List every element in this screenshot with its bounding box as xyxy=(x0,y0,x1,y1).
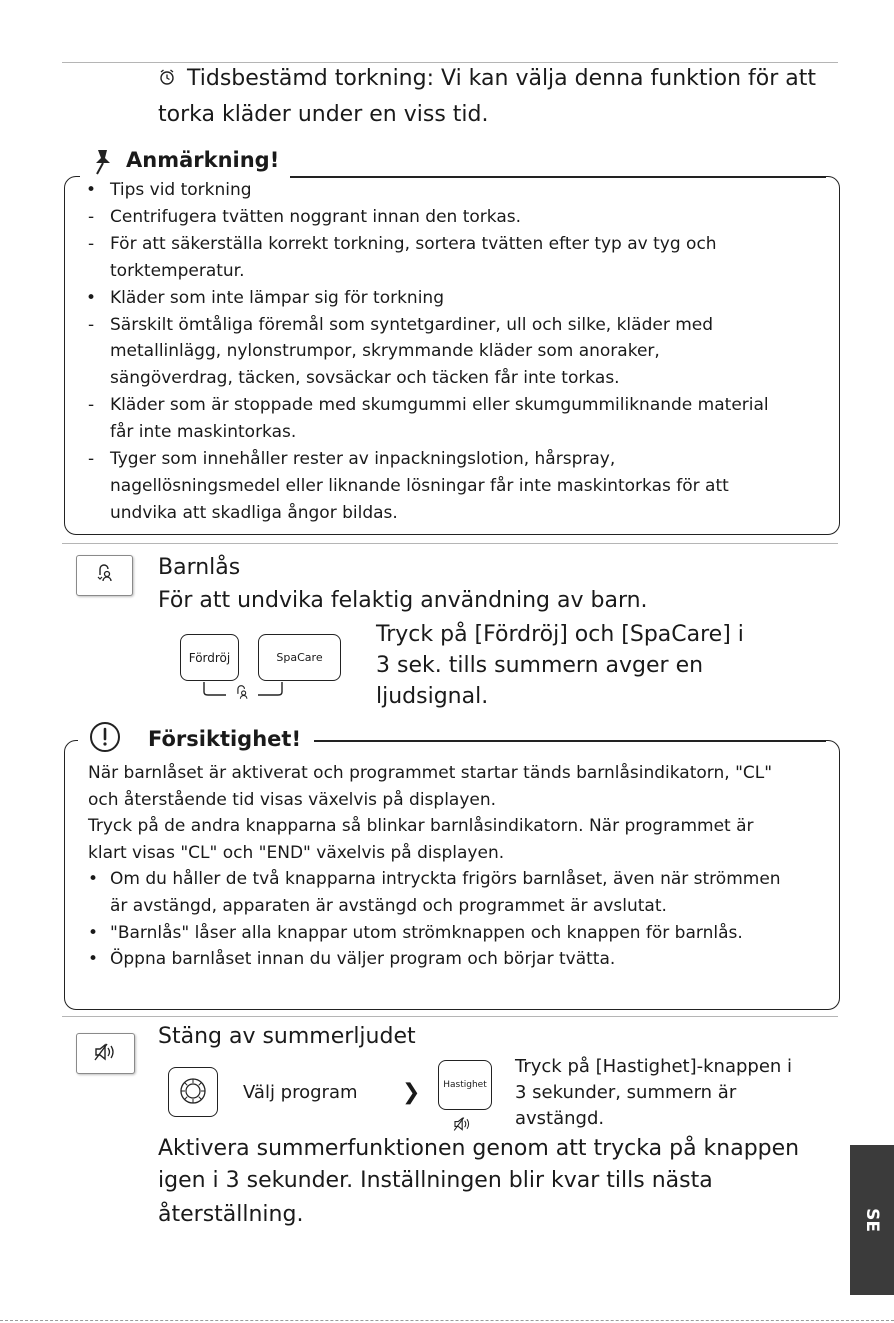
child-lock-instruction-1: Tryck på [Fördröj] och [SpaCare] i xyxy=(376,622,744,647)
timed-drying-line1: Tidsbestämd torkning: Vi kan välja denna funktion för att xyxy=(187,66,816,91)
note-item-line: Tyger som innehåller rester av inpackningslotion, hårspray, xyxy=(110,449,616,469)
note-item-line: sängöverdrag, täcken, sovsäckar och täcken får inte torkas. xyxy=(110,368,620,389)
note-item-line: Kläder som inte lämpar sig för torkning xyxy=(110,287,444,308)
note-item-line: Särskilt ömtåliga föremål som syntetgardiner, ull och silke, kläder med xyxy=(110,314,714,335)
mute-footer-1: Aktivera summerfunktionen genom att trycka på knappen xyxy=(158,1136,800,1161)
speaker-mute-icon xyxy=(93,1042,119,1066)
spacare-button[interactable]: SpaCare xyxy=(258,634,341,681)
child-lock-instruction-3: ljudsignal. xyxy=(376,684,489,709)
caution-paragraph-line: och återstående tid visas växelvis på displayen. xyxy=(88,789,497,810)
mute-instruction-3: avstängd. xyxy=(515,1108,605,1129)
note-bullet-marker: • xyxy=(86,287,97,308)
caution-bullet-marker: • xyxy=(88,922,99,943)
note-item-line: undvika att skadliga ångor bildas. xyxy=(110,502,398,523)
select-program-label: Välj program xyxy=(243,1082,358,1103)
note-item-line: torktemperatur. xyxy=(110,260,245,281)
program-dial-button[interactable] xyxy=(168,1067,218,1117)
note-bullet-marker: • xyxy=(86,180,97,200)
caution-title: Försiktighet! xyxy=(148,727,302,751)
child-lock-subtitle: För att undvika felaktig användning av barn. xyxy=(158,588,648,613)
caution-bullet-line: är avstängd, apparaten är avstängd och programmet är avslutat. xyxy=(110,896,667,916)
child-lock-title: Barnlås xyxy=(158,555,241,580)
caution-bullet-marker: • xyxy=(88,869,99,890)
note-dash-marker: - xyxy=(88,449,95,469)
caution-bullet-marker: • xyxy=(88,949,99,970)
child-lock-icon xyxy=(94,563,116,589)
section-divider xyxy=(62,543,838,544)
note-item-line: nagellösningsmedel eller liknande lösningar får inte maskintorkas för att xyxy=(110,475,729,496)
language-tab-label: SE xyxy=(861,1208,882,1232)
note-item-line: metallinlägg, nylonstrumpor, skrymmande kläder som anoraker, xyxy=(110,341,660,362)
note-dash-marker: - xyxy=(88,395,95,416)
note-item-line: Kläder som är stoppade med skumgummi eller skumgummiliknande material xyxy=(110,395,769,416)
page-cut-line xyxy=(0,1320,894,1321)
caution-paragraph-line: När barnlåset är aktiverat och programmet startar tänds barnlåsindikatorn, "CL" xyxy=(88,763,773,783)
caution-bullet-line: Om du håller de två knapparna intryckta frigörs barnlåset, även när strömmen xyxy=(110,869,781,890)
note-dash-marker: - xyxy=(88,233,95,254)
speaker-mute-small-icon xyxy=(452,1116,474,1136)
timed-drying-line2: torka kläder under en viss tid. xyxy=(158,102,489,127)
note-item-line: Tips vid torkning xyxy=(110,180,252,200)
top-divider xyxy=(62,62,838,63)
note-title-rule xyxy=(290,176,826,178)
caution-title-rule xyxy=(314,740,826,742)
mute-instruction-1: Tryck på [Hastighet]-knappen i xyxy=(515,1056,793,1077)
hastighet-button[interactable]: Hastighet xyxy=(438,1060,492,1110)
mute-footer-3: återställning. xyxy=(158,1202,304,1227)
caution-paragraph-line: Tryck på de andra knapparna så blinkar barnlåsindikatorn. När programmet är xyxy=(88,816,754,837)
language-tab xyxy=(850,1145,894,1295)
note-item-line: För att säkerställa korrekt torkning, sortera tvätten efter typ av tyg och xyxy=(110,233,717,254)
exclamation-circle-icon xyxy=(88,720,122,758)
step-arrow: ❯ xyxy=(402,1080,421,1105)
mute-instruction-2: 3 sekunder, summern är xyxy=(515,1082,737,1103)
fordroj-button[interactable]: Fördröj xyxy=(180,634,239,681)
note-title: Anmärkning! xyxy=(126,148,280,172)
child-lock-instruction-2: 3 sek. tills summern avger en xyxy=(376,653,704,678)
caution-bullet-line: "Barnlås" låser alla knappar utom strömknappen och knappen för barnlås. xyxy=(110,922,743,943)
note-item-line: får inte maskintorkas. xyxy=(110,422,297,443)
note-dash-marker: - xyxy=(88,206,95,227)
caution-bullet-line: Öppna barnlåset innan du väljer program och börjar tvätta. xyxy=(110,949,616,970)
child-lock-small-icon xyxy=(232,684,252,706)
mute-title: Stäng av summerljudet xyxy=(158,1024,416,1049)
section-divider-2 xyxy=(62,1016,838,1017)
caution-paragraph-line: klart visas "CL" och "END" växelvis på displayen. xyxy=(88,842,505,863)
mute-footer-2: igen i 3 sekunder. Inställningen blir kvar tills nästa xyxy=(158,1168,713,1193)
clock-icon xyxy=(158,68,176,90)
speaker-mute-icon-box xyxy=(76,1033,135,1074)
note-dash-marker: - xyxy=(88,314,95,335)
child-lock-icon-box xyxy=(76,555,133,596)
program-dial-icon xyxy=(177,1075,209,1110)
note-item-line: Centrifugera tvätten noggrant innan den torkas. xyxy=(110,206,521,227)
